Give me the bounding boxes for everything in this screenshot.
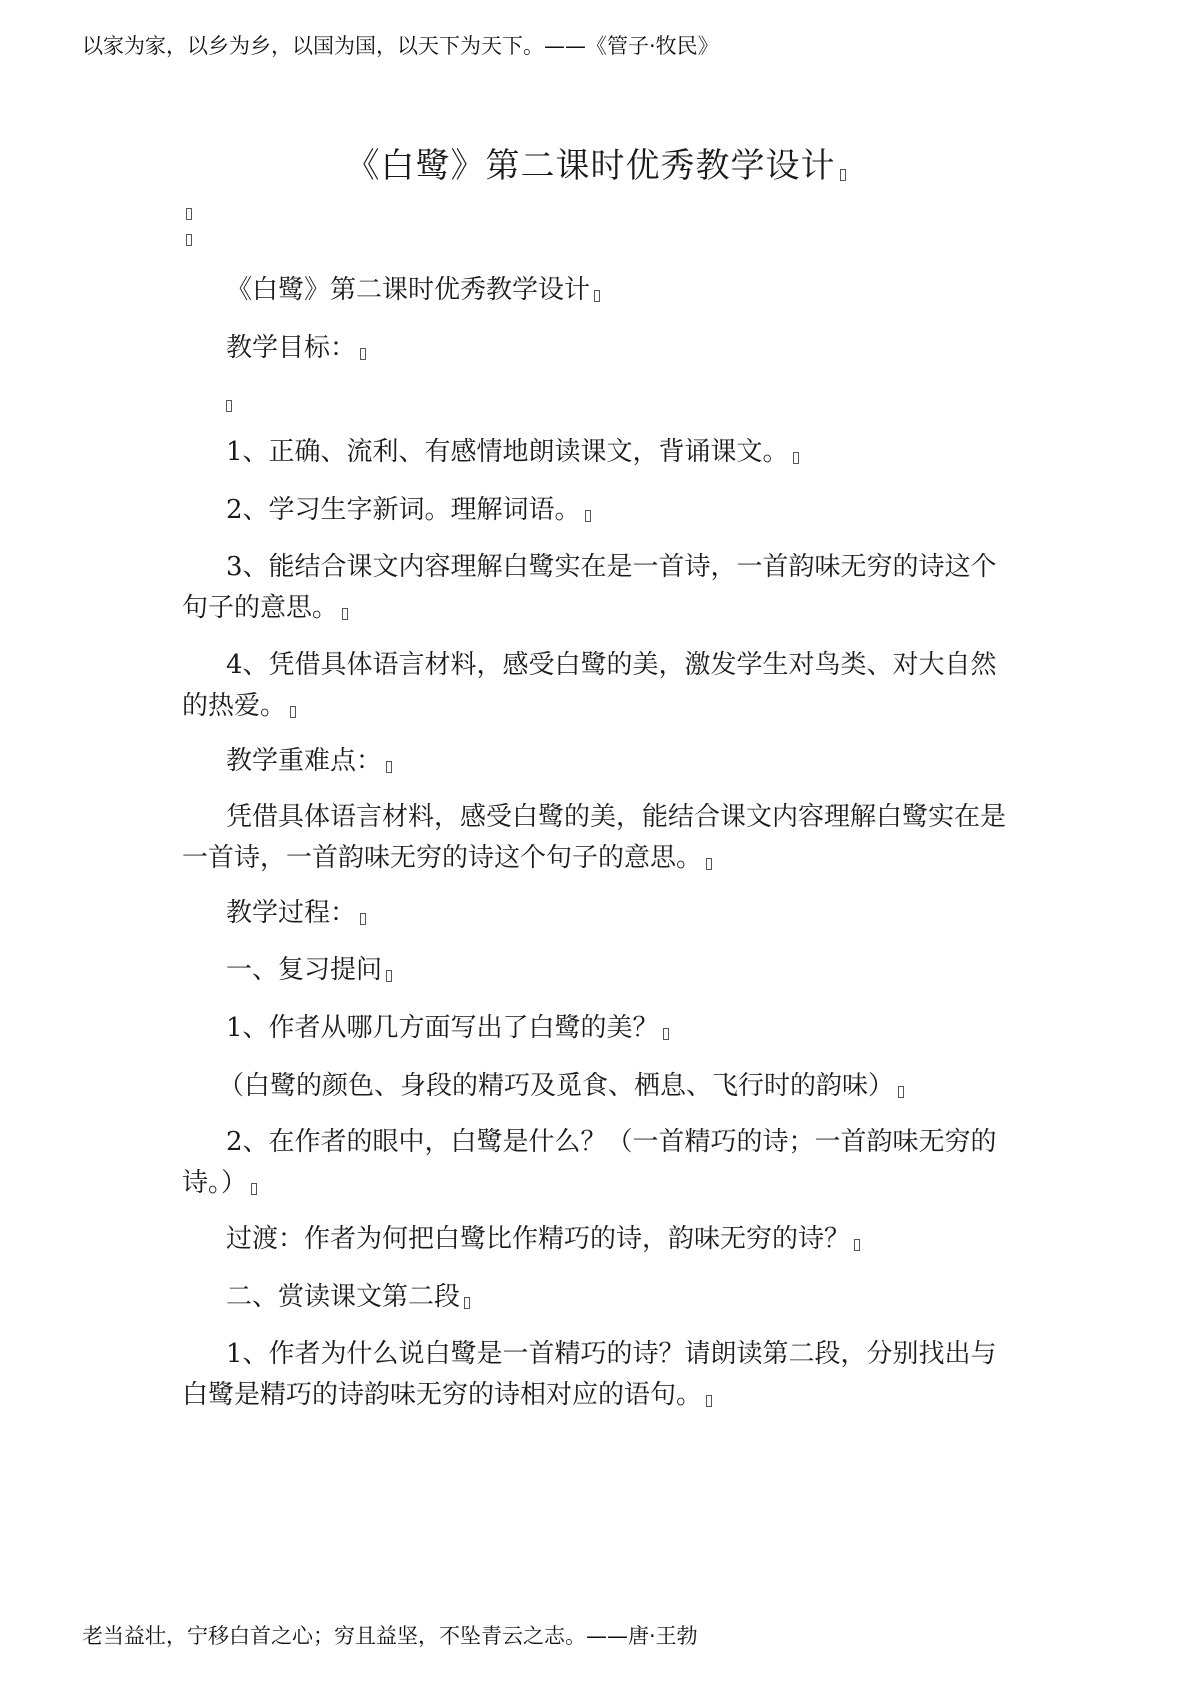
question-1 [182, 1008, 1012, 1049]
paragraph-mark-icon [186, 208, 192, 220]
paragraph-mark-icon [706, 1395, 712, 1407]
goal-2-text: 2、学习生字新词。理解词语。 [226, 495, 581, 525]
question-1-text: 1、作者从哪几方面写出了白鹭的美？ [226, 1013, 659, 1043]
goal-1-text: 1、正确、流利、有感情地朗读课文，背诵课文。 [226, 437, 789, 467]
document-title-text: 《白鹭》第二课时优秀教学设计 [345, 146, 836, 186]
transition [182, 1219, 1012, 1260]
paragraph-mark-icon [854, 1239, 860, 1251]
section-2-text: 二、赏读课文第二段 [226, 1282, 461, 1312]
goal-4 [182, 645, 1012, 727]
paragraph-mark-icon [706, 858, 712, 870]
paragraph-mark-icon [585, 510, 591, 522]
empty-paragraph [182, 380, 1012, 421]
paragraph-mark-icon [290, 706, 296, 718]
paragraph-mark-icon [342, 608, 348, 620]
paragraph-mark-icon [360, 913, 366, 925]
paragraph-mark-icon [663, 1028, 669, 1040]
paragraph-mark-icon [594, 290, 600, 302]
paragraph-mark-icon [386, 970, 392, 982]
key-heading-text: 教学重难点： [226, 746, 383, 776]
paragraph-mark-icon [898, 1086, 904, 1098]
paragraph-mark-icon [386, 761, 392, 773]
paragraph-mark-icon [793, 452, 799, 464]
document-title [0, 138, 1191, 187]
question-2 [182, 1122, 1012, 1204]
paragraph-mark-icon [464, 1297, 470, 1309]
paragraph-mark-icon [226, 400, 232, 412]
key-heading [182, 741, 1012, 782]
header-quote: 以家为家，以乡为乡，以国为国，以天下为天下。——《管子·牧民》 [82, 34, 719, 58]
key-text-content: 凭借具体语言材料，感受白鹭的美，能结合课文内容理解白鹭实在是一首诗，一首韵味无穷的诗这个句子的意思。 [182, 802, 1007, 873]
section-2-heading [182, 1277, 1012, 1318]
paragraph-mark-icon [360, 348, 366, 360]
process-heading-text: 教学过程： [226, 898, 357, 928]
question-3-text: 1、作者为什么说白鹭是一首精巧的诗？请朗读第二段，分别找出与白鹭是精巧的诗韵味无穷的诗相对应的语句。 [182, 1339, 997, 1410]
section-1-heading [182, 950, 1012, 991]
goal-4-text: 4、凭借具体语言材料，感受白鹭的美，激发学生对鸟类、对大自然的热爱。 [182, 650, 997, 721]
subtitle-text: 《白鹭》第二课时优秀教学设计 [226, 275, 591, 305]
goals-heading-text: 教学目标： [226, 333, 357, 363]
answer-1 [182, 1066, 1012, 1107]
goals-heading [182, 328, 1012, 369]
transition-text: 过渡：作者为何把白鹭比作精巧的诗，韵味无穷的诗？ [226, 1224, 851, 1254]
goal-3-text: 3、能结合课文内容理解白鹭实在是一首诗，一首韵味无穷的诗这个句子的意思。 [182, 552, 997, 623]
answer-1-text: （白鹭的颜色、身段的精巧及觅食、栖息、飞行时的韵味） [218, 1071, 895, 1101]
goal-1 [182, 432, 1012, 473]
process-heading [182, 893, 1012, 934]
question-2-text: 2、在作者的眼中，白鹭是什么？（一首精巧的诗；一首韵味无穷的诗。） [182, 1127, 997, 1198]
subtitle-paragraph [182, 270, 1012, 311]
key-text [182, 797, 1012, 879]
paragraph-mark-icon [840, 169, 846, 181]
question-3 [182, 1334, 1012, 1416]
section-1-text: 一、复习提问 [226, 955, 383, 985]
goal-3 [182, 547, 1012, 629]
paragraph-mark-icon [251, 1183, 257, 1195]
goal-2 [182, 490, 1012, 531]
paragraph-mark-icon [186, 234, 192, 246]
footer-quote: 老当益壮，宁移白首之心；穷且益坚，不坠青云之志。——唐·王勃 [82, 1624, 698, 1648]
